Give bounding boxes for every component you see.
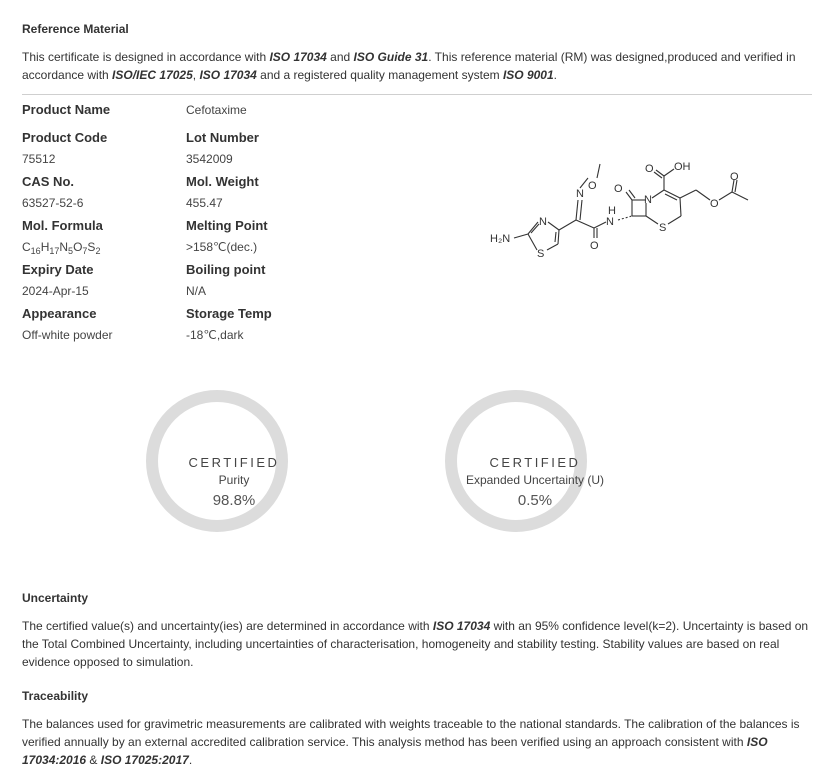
- lot-number-value: 3542009: [186, 152, 233, 166]
- purity-certificate: [134, 455, 334, 509]
- structure-label-oh: OH: [674, 161, 691, 173]
- uncertainty-paragraph: The certified value(s) and uncertainty(ies) are determined in accordance with ISO 17034 with an 95% confidence level(k=2). Uncertainty is based on the Total Combined Uncertainty, including uncertainties of characterisation, homogeneity and stability testing. Stability values are based on real evidence opposed to simulation.: [22, 619, 809, 669]
- structure-label-o-methoxy: O: [588, 180, 597, 192]
- uncertainty-certificate: [435, 455, 635, 509]
- mol-formula-value: $C_{16}H_{17}N_5O_7S_2$: [22, 240, 101, 256]
- expiry-date-value: 2024-Apr-15: [22, 284, 89, 298]
- mol-formula-label: Mol. Formula: [22, 218, 103, 233]
- uncertainty-label: Expanded Uncertainty (U): [465, 473, 605, 487]
- product-code-value: 75512: [22, 152, 56, 166]
- melting-point-label: Melting Point: [186, 218, 268, 233]
- storage-temp-label: Storage Temp: [186, 306, 272, 321]
- structure-label-o-acid: O: [645, 163, 654, 175]
- reference-material-title: Reference Material: [22, 22, 129, 36]
- mol-weight-label: Mol. Weight: [186, 174, 259, 189]
- structure-label-o-acetyl: O: [730, 171, 739, 183]
- cas-number-value: 63527-52-6: [22, 196, 84, 210]
- structure-label-o-ester: O: [710, 198, 719, 210]
- purity-certified-word: CERTIFIED: [188, 455, 280, 470]
- uncertainty-value: 0.5%: [517, 492, 553, 509]
- purity-label: Purity: [218, 473, 250, 487]
- structure-label-n-oxime: N: [576, 188, 584, 200]
- appearance-label: Appearance: [22, 306, 97, 321]
- traceability-paragraph: The balances used for gravimetric measurements are calibrated with weights traceable to the national standards. The calibration of the balances is verified annually by an external accredited calibration service. This analysis method has been verified using an approach consistent with ISO 17034:2016 & ISO 17025:2017.: [22, 717, 800, 767]
- appearance-value: Off-white powder: [22, 328, 113, 342]
- structure-label-s-ring: S: [659, 222, 667, 234]
- structure-label-o-amide: O: [590, 240, 599, 252]
- chemical-structure-image: [482, 150, 772, 265]
- boiling-point-value: N/A: [186, 284, 207, 298]
- purity-value: 98.8%: [212, 492, 256, 509]
- structure-label-s-thiazole: S: [537, 248, 545, 260]
- mol-weight-value: 455.47: [186, 196, 223, 210]
- uncertainty-certified-word: CERTIFIED: [489, 455, 581, 470]
- traceability-title: Traceability: [22, 689, 89, 703]
- product-name-value: Cefotaxime: [186, 103, 247, 117]
- section-divider: [22, 94, 812, 95]
- cas-number-label: CAS No.: [22, 174, 74, 189]
- structure-label-nh-n: N: [606, 216, 614, 228]
- product-code-label: Product Code: [22, 130, 108, 145]
- melting-point-value: >158℃(dec.): [186, 240, 258, 254]
- structure-label-n-thiazole: N: [539, 216, 547, 228]
- structure-label-h2n: H₂N: [490, 233, 511, 245]
- expiry-date-label: Expiry Date: [22, 262, 94, 277]
- boiling-point-label: Boiling point: [186, 262, 266, 277]
- product-name-label: Product Name: [22, 102, 111, 117]
- lot-number-label: Lot Number: [186, 130, 259, 145]
- storage-temp-value: -18℃,dark: [186, 328, 244, 342]
- uncertainty-title: Uncertainty: [22, 591, 89, 605]
- reference-material-paragraph: This certificate is designed in accordance with ISO 17034 and ISO Guide 31. This reference material (RM) was designed,produced and verified in accordance with ISO/IEC 17025, ISO 17034 and a registered quality management system ISO 9001.: [22, 50, 796, 82]
- structure-label-n-ring: N: [644, 194, 652, 206]
- structure-label-nh-h: H: [608, 205, 616, 217]
- structure-label-o-lactam: O: [614, 183, 623, 195]
